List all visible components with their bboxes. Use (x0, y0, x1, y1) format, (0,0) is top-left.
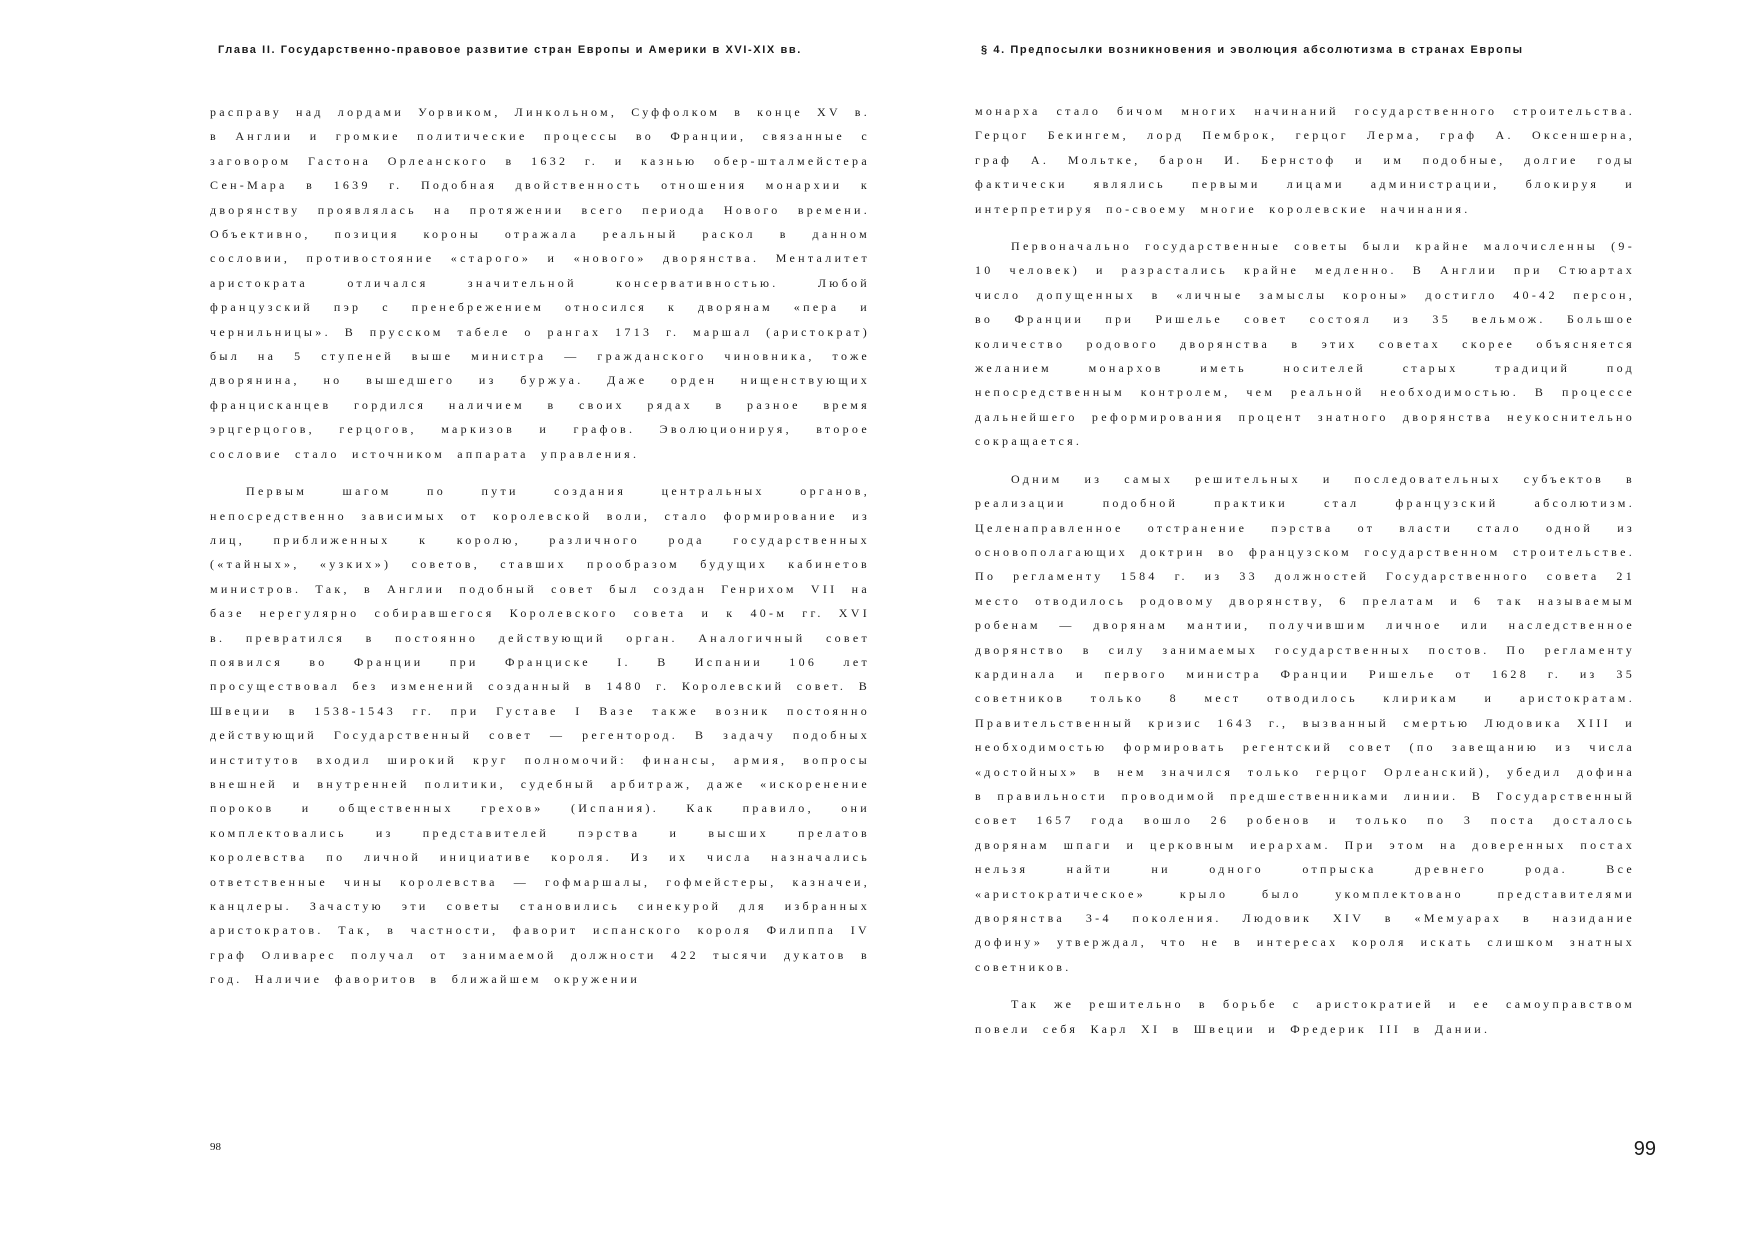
right-paragraph-3: Одним из самых решительных и последовательных субъектов в реализации подобной практики стал французский абсолютизм. Целенаправленное отстранение пэрства от власти стало одной из основополагающих доктрин во французском государственном строительстве. По регламенту 1584 г. из 33 должностей Государственного совета 21 место отводилось родовому дворянству, 6 прелатам и 6 так называемым робенам — дворянам мантии, получившим личное или наследственное дворянство в силу занимаемых государственных постов. По регламенту кардинала и первого министра Франции Ришелье от 1628 г. из 35 советников только 8 мест отводилось клирикам и аристократам. Правительственный кризис 1643 г., вызванный смертью Людовика XIII и необходимостью формировать регентский совет (по завещанию из числа «достойных» в нем значился только герцог Орлеанский), убедил дофина в правильности проводимой предшественниками линии. В Государственный совет 1657 года вошло 26 робенов и только по 3 поста досталось дворянам шпаги и церковным иерархам. При этом на доверенных постах нельзя найти ни одного отпрыска древнего рода. Все «аристократическое» крыло было укомплектовано представителями дворянства 3-4 поколения. Людовик XIV в «Мемуарах в назидание дофину» утверждал, что не в интересах короля искать слишком знатных советников. (975, 471, 1635, 974)
right-page (877, 0, 1754, 1239)
left-paragraph-2: Первым шагом по пути создания центральных органов, непосредственно зависимых от королевской воли, стало формирование из лиц, приближенных к королю, различного рода государственных («тайных», «узких») советов, ставших прообразом будущих кабинетов министров. Так, в Англии подобный совет был создан Генрихом VII на базе нерегулярно собиравшегося Королевского совета и к 40-м гг. XVI в. превратился в постоянно действующий орган. Аналогичный совет появился во Франции при Франциске I. В Испании 106 лет просуществовал без изменений созданный в 1480 г. Королевский совет. В Швеции в 1538-1543 гг. при Густаве I Вазе также возник постоянно действующий Государственный совет — регентород. В задачу подобных институтов входил широкий круг полномочий: финансы, армия, вопросы внешней и внутренней политики, судебный арбитраж, даже «искоренение пороков и общественных грехов» (Испания). Как правило, они комплектовались из представителей пэрства и высших прелатов королевства по личной инициативе короля. Из их числа назначались ответственные чины королевства — гофмаршалы, гофмейстеры, казначеи, канцлеры. Зачастую эти советы становились синекурой для избранных аристократов. Так, в частности, фаворит испанского короля Филиппа IV граф Оливарес получал от занимаемой должности 422 тысячи дукатов в год. Наличие фаворитов в ближайшем окружении (210, 484, 870, 987)
left-paragraph-1: расправу над лордами Уорвиком, Линкольном, Суффолком в конце XV в. в Англии и громкие политические процессы во Франции, связанные с заговором Гастона Орлеанского в 1632 г. и казнью обер-шталмейстера Сен-Мара в 1639 г. Подобная двойственность отношения монархии к дворянству проявлялась на протяжении всего периода Нового времени. Объективно, позиция короны отражала реальный раскол в данном сословии, противостояние «старого» и «нового» дворянства. Менталитет аристократа отличался значительной консервативностью. Любой французский пэр с пренебрежением относился к дворянам «пера и чернильницы». В прусском табеле о рангах 1713 г. маршал (аристократ) был на 5 ступеней выше министра — гражданского чиновника, тоже дворянина, но вышедшего из буржуа. Даже орден нищенствующих францисканцев гордился наличием в своих рядах в разное время эрцгерцогов, герцогов, маркизов и графов. Эволюционируя, второе сословие стало источником аппарата управления. (210, 105, 870, 461)
right-paragraph-4: Так же решительно в борьбе с аристократией и ее самоуправством повели себя Карл XI в Швеции и Фредерик III в Дании. (975, 997, 1635, 1036)
right-paragraph-2: Первоначально государственные советы были крайне малочисленны (9-10 человек) и разрастались крайне медленно. В Англии при Стюартах число допущенных в «личные замыслы короны» достигло 40-42 персон, во Франции при Ришелье совет состоял из 35 вельмож. Большое количество родового дворянства в этих советах скорее объясняется желанием монархов иметь носителей старых традиций под непосредственным контролем, чем реальной необходимостью. В процессе дальнейшего реформирования процент знатного дворянства неукоснительно сокращается. (975, 239, 1635, 449)
running-header-left: Глава II. Государственно-правовое развитие стран Европы и Америки в XVI-XIX вв. (218, 44, 802, 56)
page-number-left: 98 (210, 1141, 221, 1153)
right-paragraph-1: монарха стало бичом многих начинаний государственного строительства. Герцог Бекингем, лорд Пемброк, герцог Лерма, граф А. Оксеншерна, граф А. Мольтке, барон И. Бернстоф и им подобные, долгие годы фактически являлись первыми лицами администрации, блокируя и интерпретируя по-своему многие королевские начинания. (975, 104, 1635, 216)
right-text-column (975, 99, 1635, 1054)
running-header-right: § 4. Предпосылки возникновения и эволюция абсолютизма в странах Европы (981, 44, 1524, 56)
page-number-right: 99 (1633, 1138, 1656, 1160)
left-text-column (210, 100, 870, 1005)
